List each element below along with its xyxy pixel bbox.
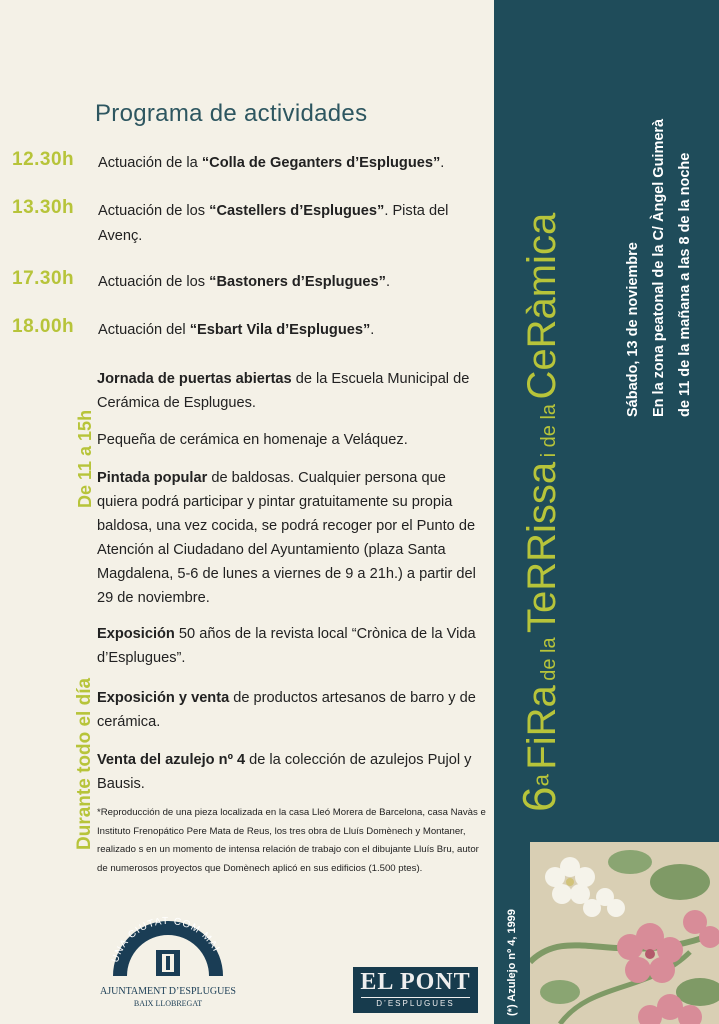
schedule-time: 12.30h [12,149,75,170]
ajuntament-logo [98,916,238,1008]
tile-image [530,842,719,1024]
event-location: En la zona peatonal de la C/ Àngel Guimerà [651,118,667,417]
logo-subname: BAIX LLOBREGAT [133,999,203,1008]
logo-motto: UNA CIUTAT COM MAI [109,916,222,965]
schedule-activity: Actuación de los “Bastoners d’Esplugues”. [98,274,391,290]
schedule-activity: Actuación de los “Castellers d’Esplugues”. Pista del Avenç. [98,203,449,244]
activity-open-day: Jornada de puertas abiertas de la Escuela Municipal de Cerámica de Esplugues. [97,371,470,411]
event-hours: de 11 de la mañana a las 8 de la noche [677,152,693,417]
footnote: *Reproducción de una pieza localizada en la casa Lleó Morera de Barcelona, casa Navàs e Instituto Frenopático Pere Mata de Reus, los tres obra de Lluís Domènech y Montaner, realizado s en un momento de intensa relación de trabajo con el dibujante Lluís Bru, autor de numerosos proyectos que Domènech aplicó en sus edificios (1.500 ptes). [97,807,486,874]
activity-tile-sale: Venta del azulejo nº 4 de la colección de azulejos Pujol y Bausis. [97,752,472,792]
schedule-time: 17.30h [12,268,75,289]
schedule-time: 13.30h [12,197,75,218]
side-label-morning: De 11 a 15h [75,409,95,508]
page-title: Programa de actividades [95,100,368,127]
side-label-allday: Durante todo el día [74,677,95,850]
event-info [620,17,698,417]
el-pont-logo [353,967,478,1013]
event-date: Sábado, 13 de noviembre [625,242,641,417]
el-pont-name: EL PONT [360,969,471,995]
logo-name: AJUNTAMENT D’ESPLUGUES [100,986,236,997]
tile-caption: (*) Azulejo nº 4, 1999 [506,909,518,1016]
el-pont-sub: D’ESPLUGUES [361,997,470,1010]
activity-tile-painting: Pintada popular de baldosas. Cualquier persona que quiera podrá participar y pintar gratuitamente su propia baldosa, una vez cocida, se podrá recoger por el Punto de Atención al Ciudadano del Ayuntamiento (plaza Santa Magdalena, 5-6 de lunes a viernes de 9 a 21h.) a partir del 29 de noviembre. [97,470,476,606]
activity-crafts-sale: Exposición y venta de productos artesanos de barro y de cerámica. [97,690,476,730]
event-title: 6$^a$ FiRa de la TeRRissa i de la CeRàmica [513,212,565,812]
schedule-activity: Actuación de la “Colla de Geganters d’Esplugues”. [98,155,445,171]
activity-exhibit-velazquez: Pequeña de cerámica en homenaje a Veláquez. [97,432,408,448]
activity-exhibition: Exposición 50 años de la revista local “Crònica de la Vida d’Esplugues”. [97,626,476,666]
schedule-activity: Actuación del “Esbart Vila d’Esplugues”. [98,322,375,338]
schedule-time: 18.00h [12,316,75,337]
